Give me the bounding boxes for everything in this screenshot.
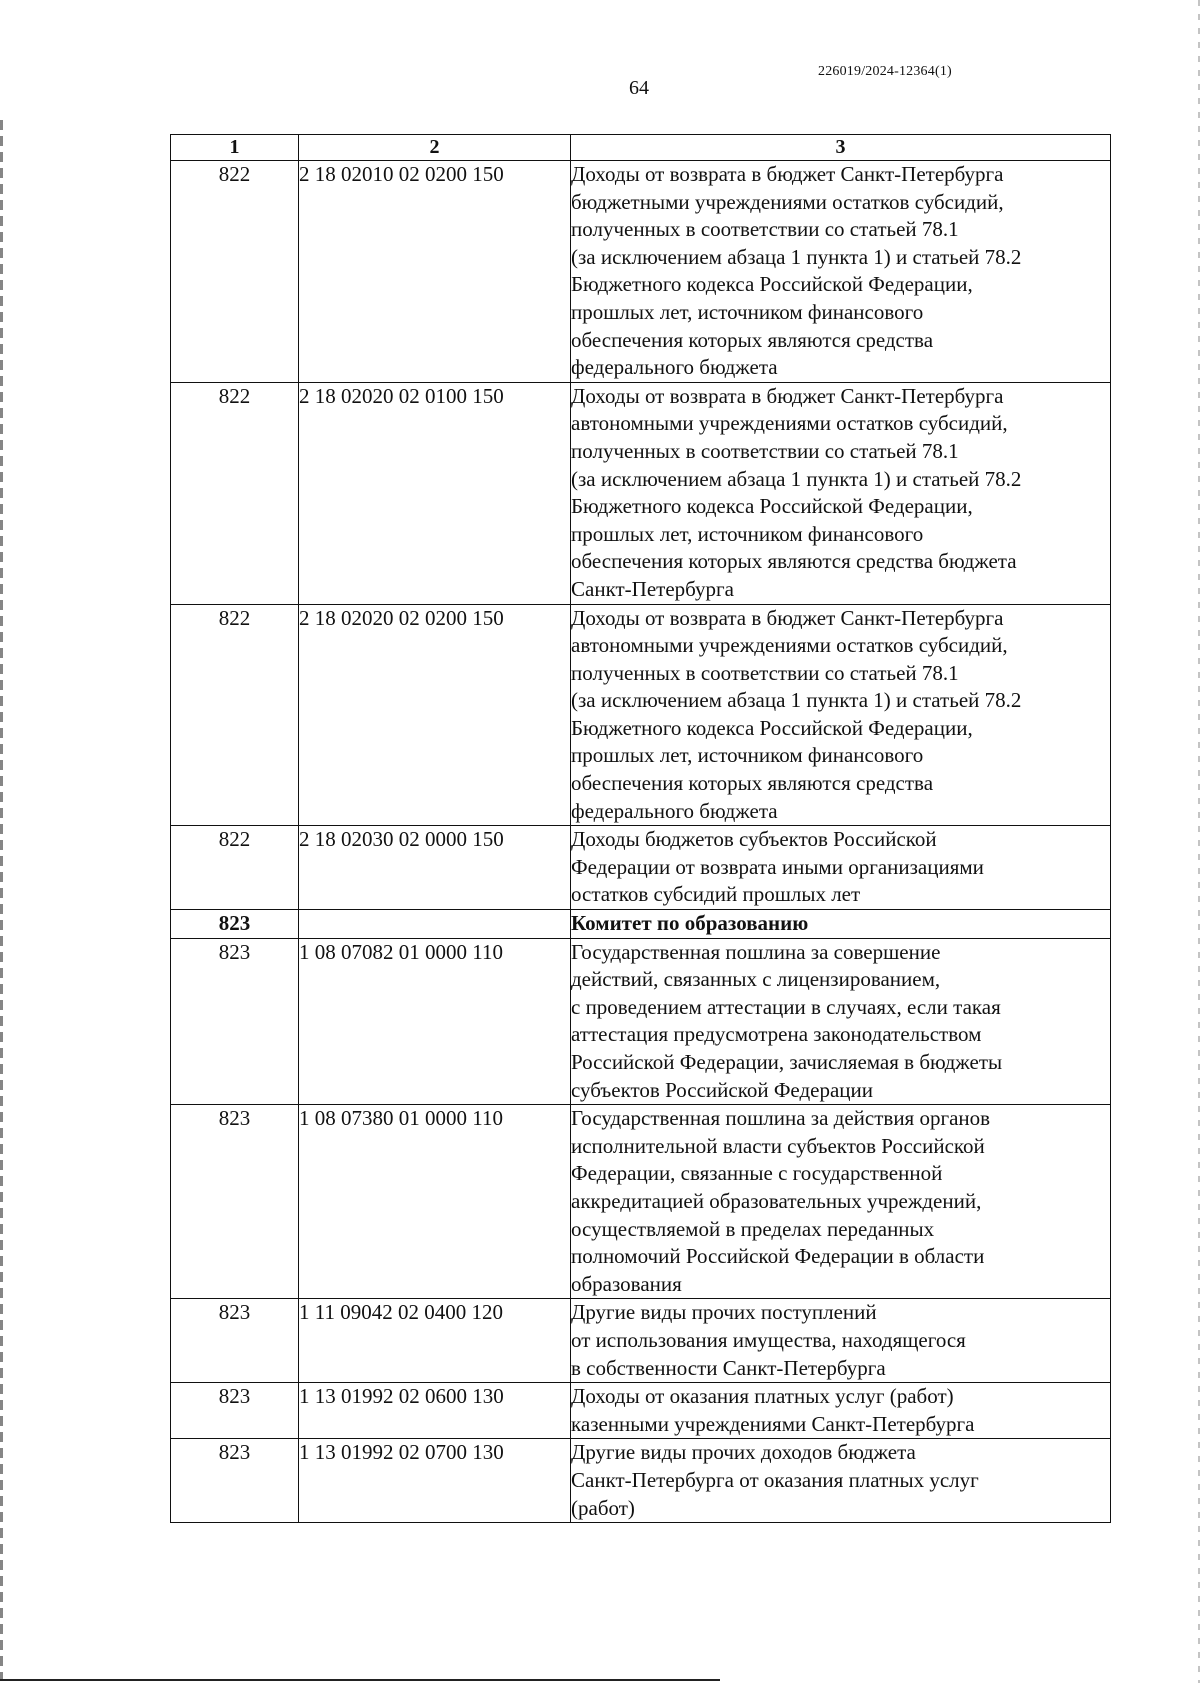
administrator-code-cell: 823: [171, 910, 299, 939]
revenue-name-line: от использования имущества, находящегося: [571, 1327, 966, 1352]
revenue-name-line: Доходы бюджетов субъектов Российской: [571, 827, 937, 852]
scan-edge-left: [0, 120, 3, 1680]
administrator-code-cell: 823: [171, 1105, 299, 1299]
revenue-code-cell: 2 18 02020 02 0200 150: [299, 604, 571, 826]
revenue-name-cell: [571, 604, 1111, 826]
revenue-name-line: (за исключением абзаца 1 пункта 1) и статьей 78.2: [571, 466, 1022, 491]
administrator-code-cell: 822: [171, 382, 299, 604]
revenue-code-cell: 1 11 09042 02 0400 120: [299, 1299, 571, 1383]
revenue-code-cell: [299, 910, 571, 939]
revenue-name-line: исполнительной власти субъектов Российской: [571, 1133, 985, 1158]
revenue-name-cell: [571, 826, 1111, 910]
revenue-name-line: Доходы от оказания платных услуг (работ): [571, 1384, 954, 1409]
revenue-name-line: Санкт-Петербурга: [571, 576, 734, 601]
revenue-name-line: обеспечения которых являются средства: [571, 771, 934, 796]
revenue-name-line: с проведением аттестации в случаях, если такая: [571, 994, 1001, 1019]
table-row: [171, 161, 1111, 383]
page-number: 64: [629, 77, 649, 99]
administrator-code-cell: 823: [171, 1383, 299, 1439]
table-row: [171, 1439, 1111, 1523]
table-header-row: [171, 135, 1111, 161]
table-row: [171, 382, 1111, 604]
revenue-name-line: аттестация предусмотрена законодательством: [571, 1022, 982, 1047]
revenue-name-line: полученных в соответствии со статьей 78.1: [571, 660, 959, 685]
revenue-name-cell: [571, 1383, 1111, 1439]
administrator-code-cell: 823: [171, 938, 299, 1105]
revenue-name-line: Доходы от возврата в бюджет Санкт-Петербурга: [571, 383, 1004, 408]
revenue-name-line: (за исключением абзаца 1 пункта 1) и статьей 78.2: [571, 688, 1022, 713]
revenue-name-line: субъектов Российской Федерации: [571, 1077, 874, 1102]
revenue-name-line: Государственная пошлина за действия органов: [571, 1106, 991, 1131]
revenue-name-line: прошлых лет, источником финансового: [571, 521, 924, 546]
revenue-name-line: действий, связанных с лицензированием,: [571, 967, 941, 992]
revenue-name-cell: [571, 382, 1111, 604]
revenue-name-line: полученных в соответствии со статьей 78.1: [571, 217, 959, 242]
administrator-code-cell: 822: [171, 161, 299, 383]
table-row: [171, 826, 1111, 910]
revenue-code-cell: 1 13 01992 02 0700 130: [299, 1439, 571, 1523]
revenue-name-line: Доходы от возврата в бюджет Санкт-Петербурга: [571, 605, 1004, 630]
table-row: [171, 1299, 1111, 1383]
revenue-name-line: Бюджетного кодекса Российской Федерации,: [571, 715, 973, 740]
revenue-code-cell: 1 13 01992 02 0600 130: [299, 1383, 571, 1439]
revenue-name-line: Бюджетного кодекса Российской Федерации,: [571, 272, 973, 297]
table-row: [171, 1105, 1111, 1299]
revenue-code-cell: 1 08 07380 01 0000 110: [299, 1105, 571, 1299]
revenue-name-line: Другие виды прочих поступлений: [571, 1300, 877, 1325]
revenue-name-line: прошлых лет, источником финансового: [571, 299, 924, 324]
revenue-name-line: (за исключением абзаца 1 пункта 1) и статьей 78.2: [571, 244, 1022, 269]
revenue-name-line: Другие виды прочих доходов бюджета: [571, 1440, 916, 1465]
revenue-code-cell: 2 18 02010 02 0200 150: [299, 161, 571, 383]
revenue-name-line: автономными учреждениями остатков субсидий,: [571, 411, 1008, 436]
administrator-code-cell: 822: [171, 826, 299, 910]
revenue-name-line: Федерации от возврата иными организациями: [571, 854, 984, 879]
administrator-code-cell: 822: [171, 604, 299, 826]
revenue-name-line: осуществляемой в пределах переданных: [571, 1216, 935, 1241]
revenue-code-cell: 1 08 07082 01 0000 110: [299, 938, 571, 1105]
administrator-code-cell: 823: [171, 1439, 299, 1523]
revenue-name-line: Государственная пошлина за совершение: [571, 939, 941, 964]
revenue-name-line: Доходы от возврата в бюджет Санкт-Петербурга: [571, 162, 1004, 186]
table-section-row: [171, 910, 1111, 939]
column-header-1: 1: [171, 135, 299, 161]
revenue-name-line: в собственности Санкт-Петербурга: [571, 1355, 886, 1380]
revenue-name-cell: [571, 161, 1111, 383]
scan-edge-bottom: [0, 1679, 720, 1681]
revenue-name-cell: [571, 938, 1111, 1105]
revenue-name-line: федерального бюджета: [571, 798, 778, 823]
table-row: [171, 604, 1111, 826]
column-header-3: 3: [571, 135, 1111, 161]
revenue-name-line: казенными учреждениями Санкт-Петербурга: [571, 1411, 975, 1436]
revenue-name-line: Федерации, связанные с государственной: [571, 1161, 943, 1186]
revenue-name-line: аккредитацией образовательных учреждений,: [571, 1188, 982, 1213]
revenue-name-line: Комитет по образованию: [571, 911, 809, 936]
revenue-name-line: Бюджетного кодекса Российской Федерации,: [571, 494, 973, 519]
document-id: 226019/2024-12364(1): [818, 64, 952, 79]
revenue-name-line: Российской Федерации, зачисляемая в бюджеты: [571, 1050, 1003, 1074]
revenue-name-line: остатков субсидий прошлых лет: [571, 882, 861, 907]
revenue-code-cell: 2 18 02030 02 0000 150: [299, 826, 571, 910]
revenue-name-line: образования: [571, 1271, 682, 1296]
revenue-name-line: федерального бюджета: [571, 355, 778, 380]
revenue-name-cell: [571, 910, 1111, 939]
revenue-code-cell: 2 18 02020 02 0100 150: [299, 382, 571, 604]
revenue-name-line: обеспечения которых являются средства бюджета: [571, 549, 1017, 574]
revenue-name-line: Санкт-Петербурга от оказания платных услуг: [571, 1467, 979, 1492]
revenue-name-cell: [571, 1299, 1111, 1383]
revenue-name-line: бюджетными учреждениями остатков субсидий,: [571, 189, 1004, 214]
administrator-code-cell: 823: [171, 1299, 299, 1383]
column-header-2: 2: [299, 135, 571, 161]
table-row: [171, 938, 1111, 1105]
budget-codes-table: [170, 134, 1111, 1523]
revenue-name-line: полученных в соответствии со статьей 78.1: [571, 438, 959, 463]
revenue-name-line: (работ): [571, 1495, 635, 1520]
table-row: [171, 1383, 1111, 1439]
revenue-name-line: прошлых лет, источником финансового: [571, 743, 924, 768]
revenue-name-cell: [571, 1105, 1111, 1299]
table-body: [171, 161, 1111, 1523]
revenue-name-line: обеспечения которых являются средства: [571, 327, 934, 352]
revenue-name-line: полномочий Российской Федерации в области: [571, 1244, 985, 1269]
revenue-name-line: автономными учреждениями остатков субсидий,: [571, 633, 1008, 658]
revenue-name-cell: [571, 1439, 1111, 1523]
